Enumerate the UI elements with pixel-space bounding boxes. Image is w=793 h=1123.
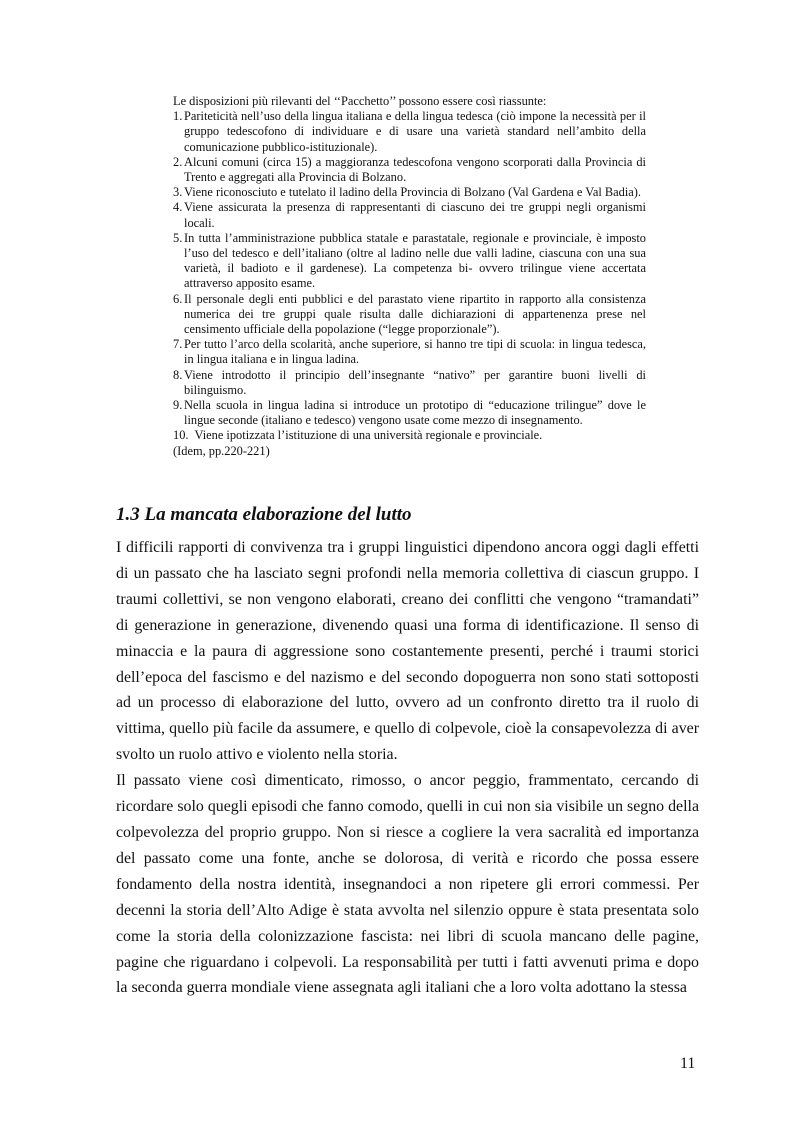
list-item-text: Viene assicurata la presenza di rappresentanti di ciascuno dei tre gruppi negli organismi locali. xyxy=(184,200,646,230)
list-item-text: Pariteticità nell’uso della lingua italiana e della lingua tedesca (ciò impone la necessità per il gruppo tedescofono di individuare e di usare una varietà standard nell’ambito della comunicazione pubblico-istituzionale). xyxy=(184,109,646,154)
list-item-number: 2. xyxy=(173,154,183,169)
page-number: 11 xyxy=(680,1055,696,1072)
list-item-text: Nella scuola in lingua ladina si introduce un prototipo di “educazione trilingue” dove le lingue seconde (italiano e tedesco) vengono usate come mezzo di insegnamento. xyxy=(184,398,646,428)
list-item xyxy=(173,200,646,230)
provisions-list xyxy=(173,109,646,443)
list-item-number: 3. xyxy=(173,185,183,200)
list-item-number: 5. xyxy=(173,230,183,245)
list-item-number: 7. xyxy=(173,337,183,352)
list-item xyxy=(173,368,646,398)
block-quote xyxy=(173,94,646,459)
list-item xyxy=(173,185,646,200)
list-item-number: 10. xyxy=(173,428,189,443)
section-body xyxy=(116,535,699,1001)
list-item xyxy=(173,398,646,428)
quote-intro: Le disposizioni più rilevanti del ‘‘Pacchetto’’ possono essere così riassunte: xyxy=(173,94,547,108)
list-item-number: 9. xyxy=(173,398,183,413)
body-paragraph: Il passato viene così dimenticato, rimosso, o ancor peggio, frammentato, cercando di ricordare solo quegli episodi che fanno comodo, quelli in cui non sia visibile un segno della colpevolezza del proprio gruppo. Non si riesce a cogliere la vera sacralità ed importanza del passato come una fonte, anche se dolorosa, di verità e ricordo che possa essere fondamento della nostra identità, insegnandoci a non ripetere gli errori commessi. Per decenni la storia dell’Alto Adige è stata avvolta nel silenzio oppure è stata presentata solo come la storia della colonizzazione fascista: nei libri di scuola mancano delle pagine, pagine che riguardano i colpevoli. La responsabilità per tutti i fatti avvenuti prima e dopo la seconda guerra mondiale viene assegnata agli italiani che a loro volta adottano la stessa xyxy=(116,772,699,997)
list-item-text: Viene ipotizzata l’istituzione di una università regionale e provinciale. xyxy=(194,428,543,443)
list-item xyxy=(173,428,646,443)
list-item-text: Viene introdotto il principio dell’insegnante “nativo” per garantire buoni livelli di bilinguismo. xyxy=(184,367,646,397)
list-item-text: Per tutto l’arco della scolarità, anche superiore, si hanno tre tipi di scuola: in lingua tedesca, in lingua italiana e in lingua ladina. xyxy=(184,337,646,367)
list-item-number: 4. xyxy=(173,200,183,215)
list-item-text: Viene riconosciuto e tutelato il ladino della Provincia di Bolzano (Val Gardena e Val Badia). xyxy=(184,185,641,200)
list-item xyxy=(173,337,646,367)
section-heading: 1.3 La mancata elaborazione del lutto xyxy=(116,504,412,525)
list-item-text: In tutta l’amministrazione pubblica statale e parastatale, regionale e provinciale, è imposto l’uso del tedesco e dell’italiano (oltre al ladino nelle due valli ladine, ciascuna con una sua varietà, il badioto e il gardenese). La competenza bi- ovvero trilingue viene accertata attraverso apposito esame. xyxy=(184,230,646,291)
list-item xyxy=(173,292,646,338)
list-item-number: 6. xyxy=(173,291,183,306)
list-item xyxy=(173,231,646,292)
quote-citation: (Idem, pp.220-221) xyxy=(173,443,270,458)
list-item xyxy=(173,155,646,185)
list-item-number: 1. xyxy=(173,109,183,124)
list-item-text: Alcuni comuni (circa 15) a maggioranza tedescofona vengono scorporati dalla Provincia di Trento e aggregati alla Provincia di Bolzano. xyxy=(184,154,646,185)
list-item-text: Il personale degli enti pubblici e del parastato viene ripartito in rapporto alla consistenza numerica dei tre gruppi quale risulta dalle dichiarazioni di appartenenza prese nel censimento ufficiale della popolazione (“legge proporzionale”). xyxy=(184,291,646,337)
list-item-number: 8. xyxy=(173,367,183,382)
body-paragraph: I difficili rapporti di convivenza tra i gruppi linguistici dipendono ancora oggi dagli effetti di un passato che ha lasciato segni profondi nella memoria collettiva di ciascun gruppo. I traumi collettivi, se non vengono elaborati, creano dei conflitti che vengono “tramandati” di generazione in generazione, divenendo quasi una forma di identificazione. Il senso di minaccia e la paura di aggressione sono costantemente presenti, perché i traumi storici dell’epoca del fascismo e del nazismo e del secondo dopoguerra non sono stati sottoposti ad un processo di elaborazione del lutto, ovvero ad un confronto diretto tra il ruolo di vittima, quello più facile da assumere, e quello di colpevole, cioè la consapevolezza di aver svolto un ruolo attivo e violento nella storia. xyxy=(116,539,699,764)
list-item xyxy=(173,109,646,155)
